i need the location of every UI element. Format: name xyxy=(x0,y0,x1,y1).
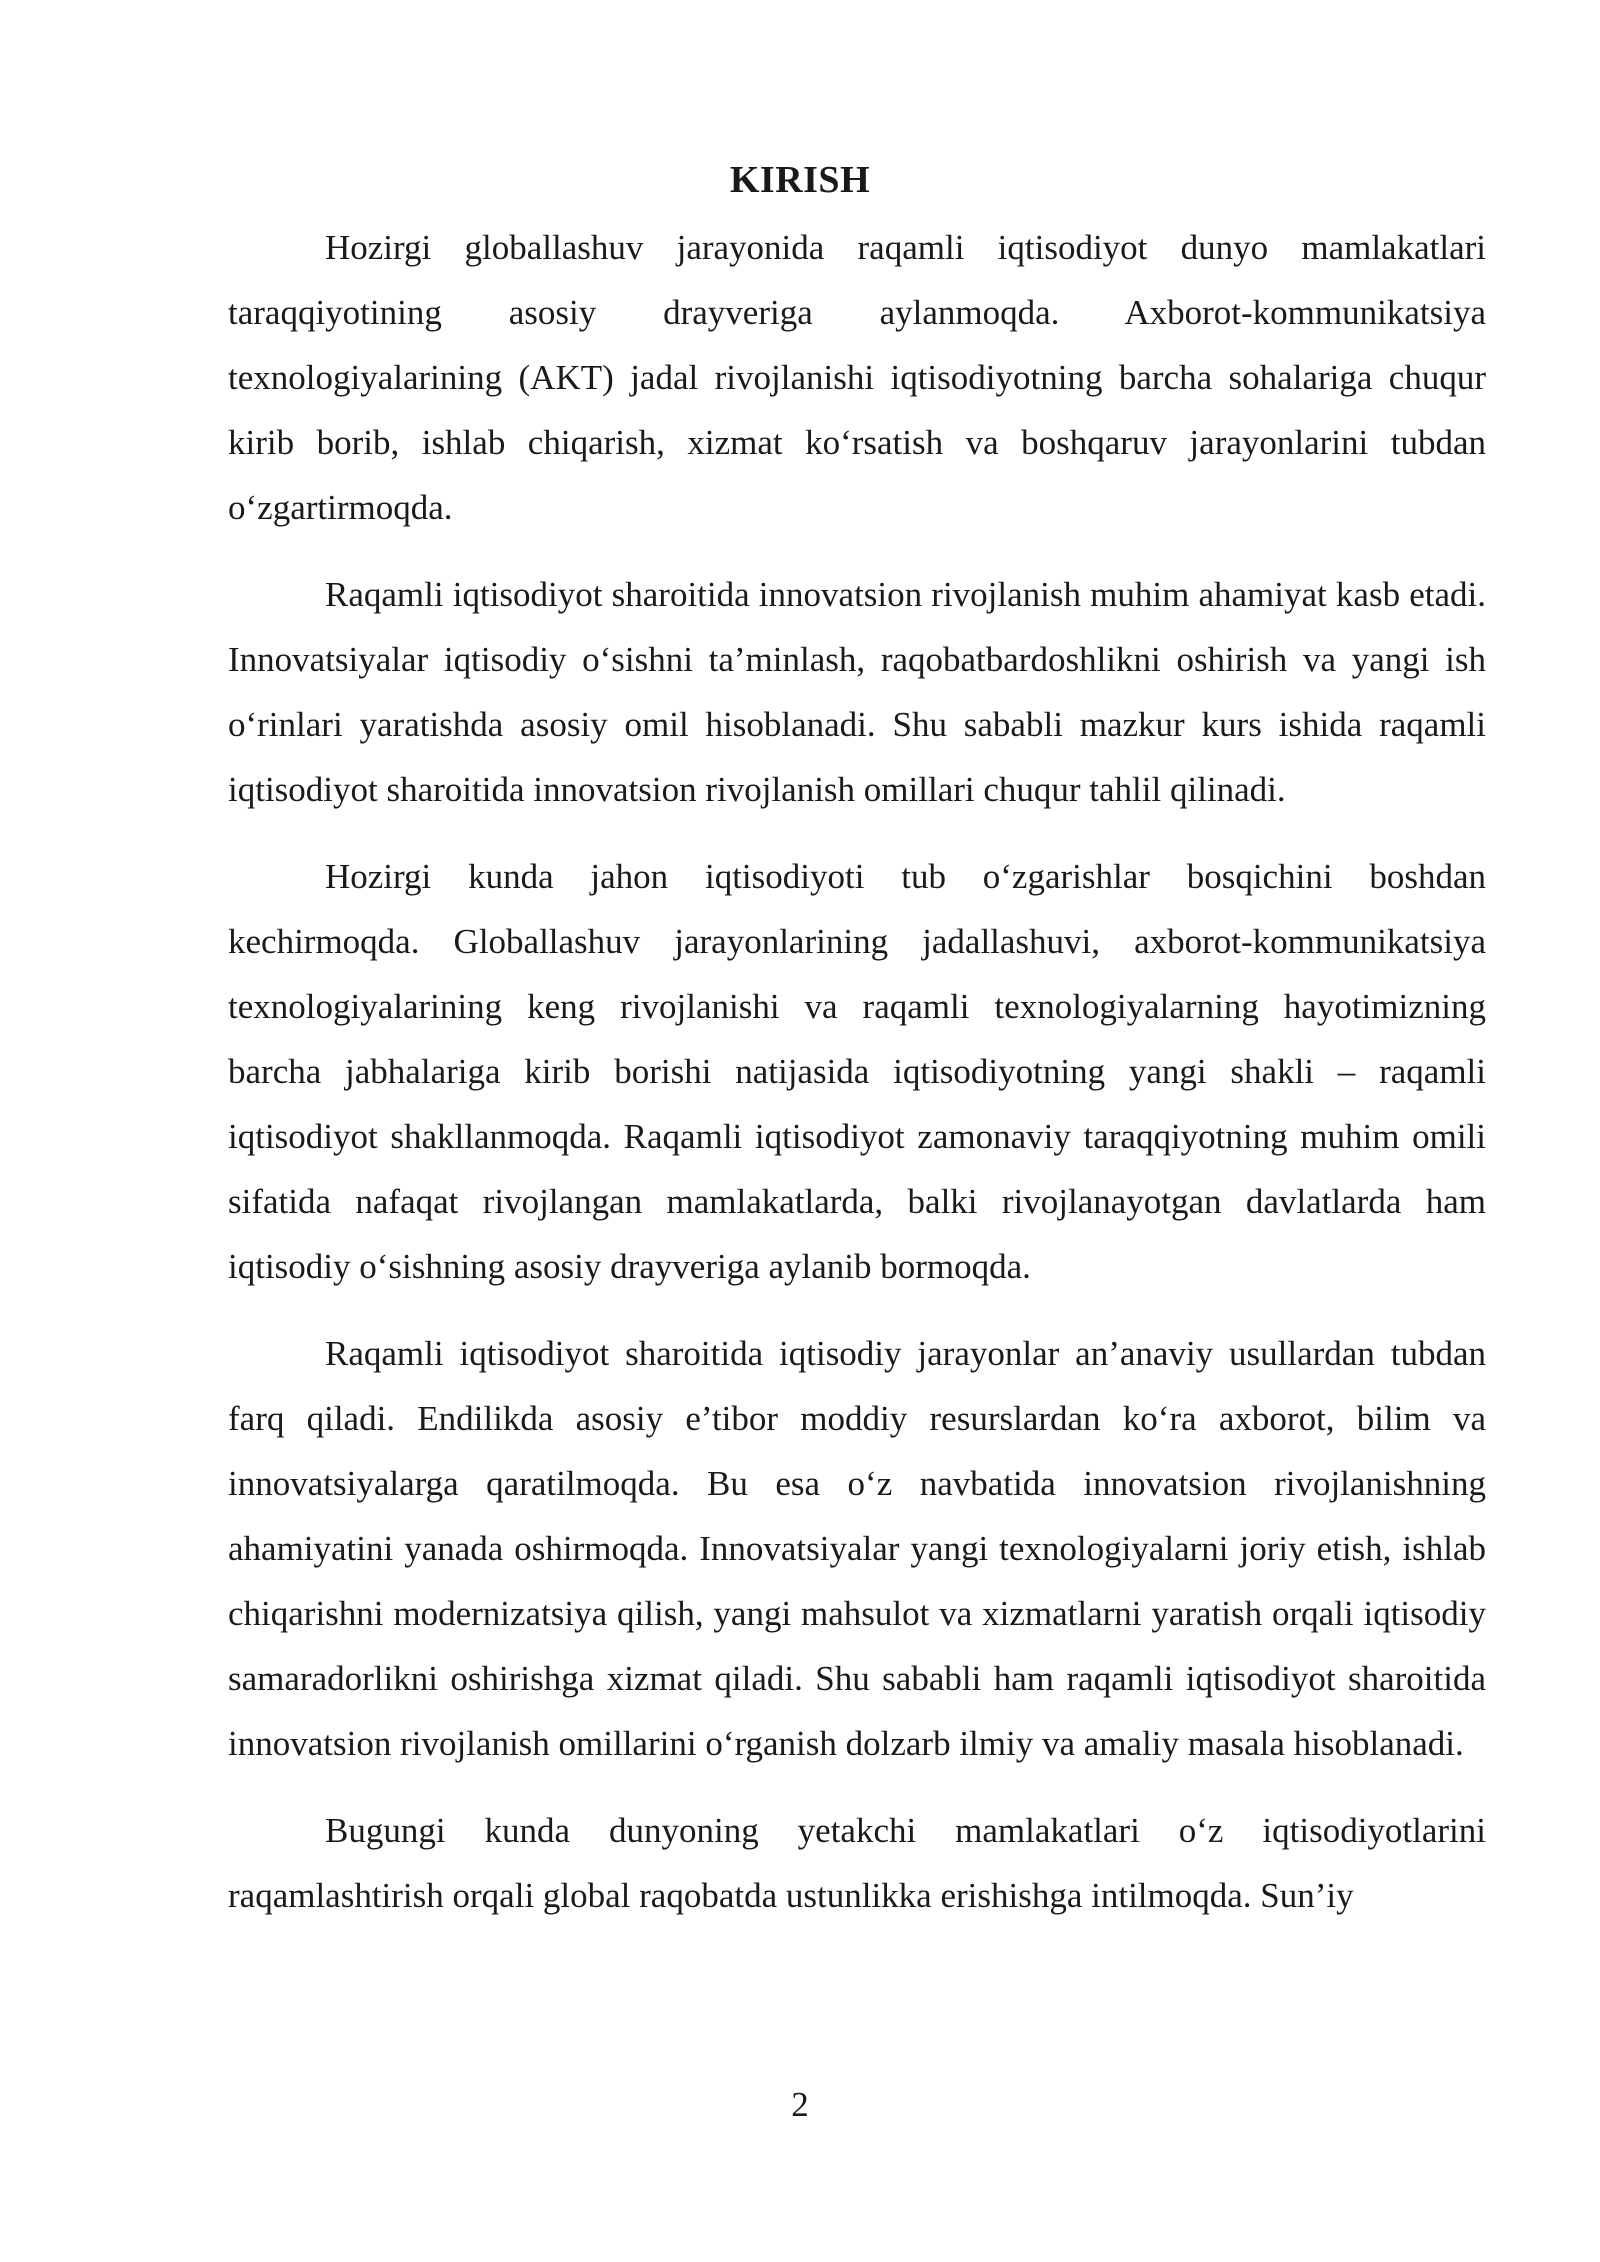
page-title: KIRISH xyxy=(729,159,871,201)
paragraph-4: Raqamli iqtisodiyot sharoitida iqtisodiy jarayonlar an’anaviy usullardan tubdan farq qiladi. Endilikda asosiy e’tibor moddiy resurslardan ko‘ra axborot, bilim va innovatsiyalarga qaratilmoqda. Bu esa o‘z navbatida innovatsion rivojlanishning ahamiyatini yanada oshirmoqda. Innovatsiyalar yangi texnologiyalarni joriy etish, ishlab chiqarishni modernizatsiya qilish, yangi mahsulot va xizmatlarni yaratish orqali iqtisodiy samaradorlikni oshirishga xizmat qiladi. Shu sababli ham raqamli iqtisodiyot sharoitida innovatsion rivojlanish omillarini o‘rganish dolzarb ilmiy va amaliy masala hisoblanadi. xyxy=(228,1334,1486,1763)
page-number: 2 xyxy=(791,2085,809,2124)
body-text xyxy=(228,215,1486,1950)
paragraph-2: Raqamli iqtisodiyot sharoitida innovatsion rivojlanish muhim ahamiyat kasb etadi. Innovatsiyalar iqtisodiy o‘sishni ta’minlash, raqobatbardoshlikni oshirish va yangi ish o‘rinlari yaratishda asosiy omil hisoblanadi. Shu sababli mazkur kurs ishida raqamli iqtisodiyot sharoitida innovatsion rivojlanish omillari chuqur tahlil qilinadi. xyxy=(228,575,1486,809)
paragraph-3: Hozirgi kunda jahon iqtisodiyoti tub o‘zgarishlar bosqichini boshdan kechirmoqda. Globallashuv jarayonlarining jadallashuvi, axborot-kommunikatsiya texnologiyalarining keng rivojlanishi va raqamli texnologiyalarning hayotimizning barcha jabhalariga kirib borishi natijasida iqtisodiyotning yangi shakli – raqamli iqtisodiyot shakllanmoqda. Raqamli iqtisodiyot zamonaviy taraqqiyotning muhim omili sifatida nafaqat rivojlangan mamlakatlarda, balki rivojlanayotgan davlatlarda ham iqtisodiy o‘sishning asosiy drayveriga aylanib bormoqda. xyxy=(228,857,1486,1286)
paragraph-1: Hozirgi globallashuv jarayonida raqamli iqtisodiyot dunyo mamlakatlari taraqqiyotining asosiy drayveriga aylanmoqda. Axborot-kommunikatsiya texnologiyalarining (AKT) jadal rivojlanishi iqtisodiyotning barcha sohalariga chuqur kirib borib, ishlab chiqarish, xizmat ko‘rsatish va boshqaruv jarayonlarini tubdan o‘zgartirmoqda. xyxy=(228,228,1486,527)
paragraph-5: Bugungi kunda dunyoning yetakchi mamlakatlari o‘z iqtisodiyotlarini raqamlashtirish orqali global raqobatda ustunlikka erishishga intilmoqda. Sun’iy xyxy=(228,1811,1486,1915)
